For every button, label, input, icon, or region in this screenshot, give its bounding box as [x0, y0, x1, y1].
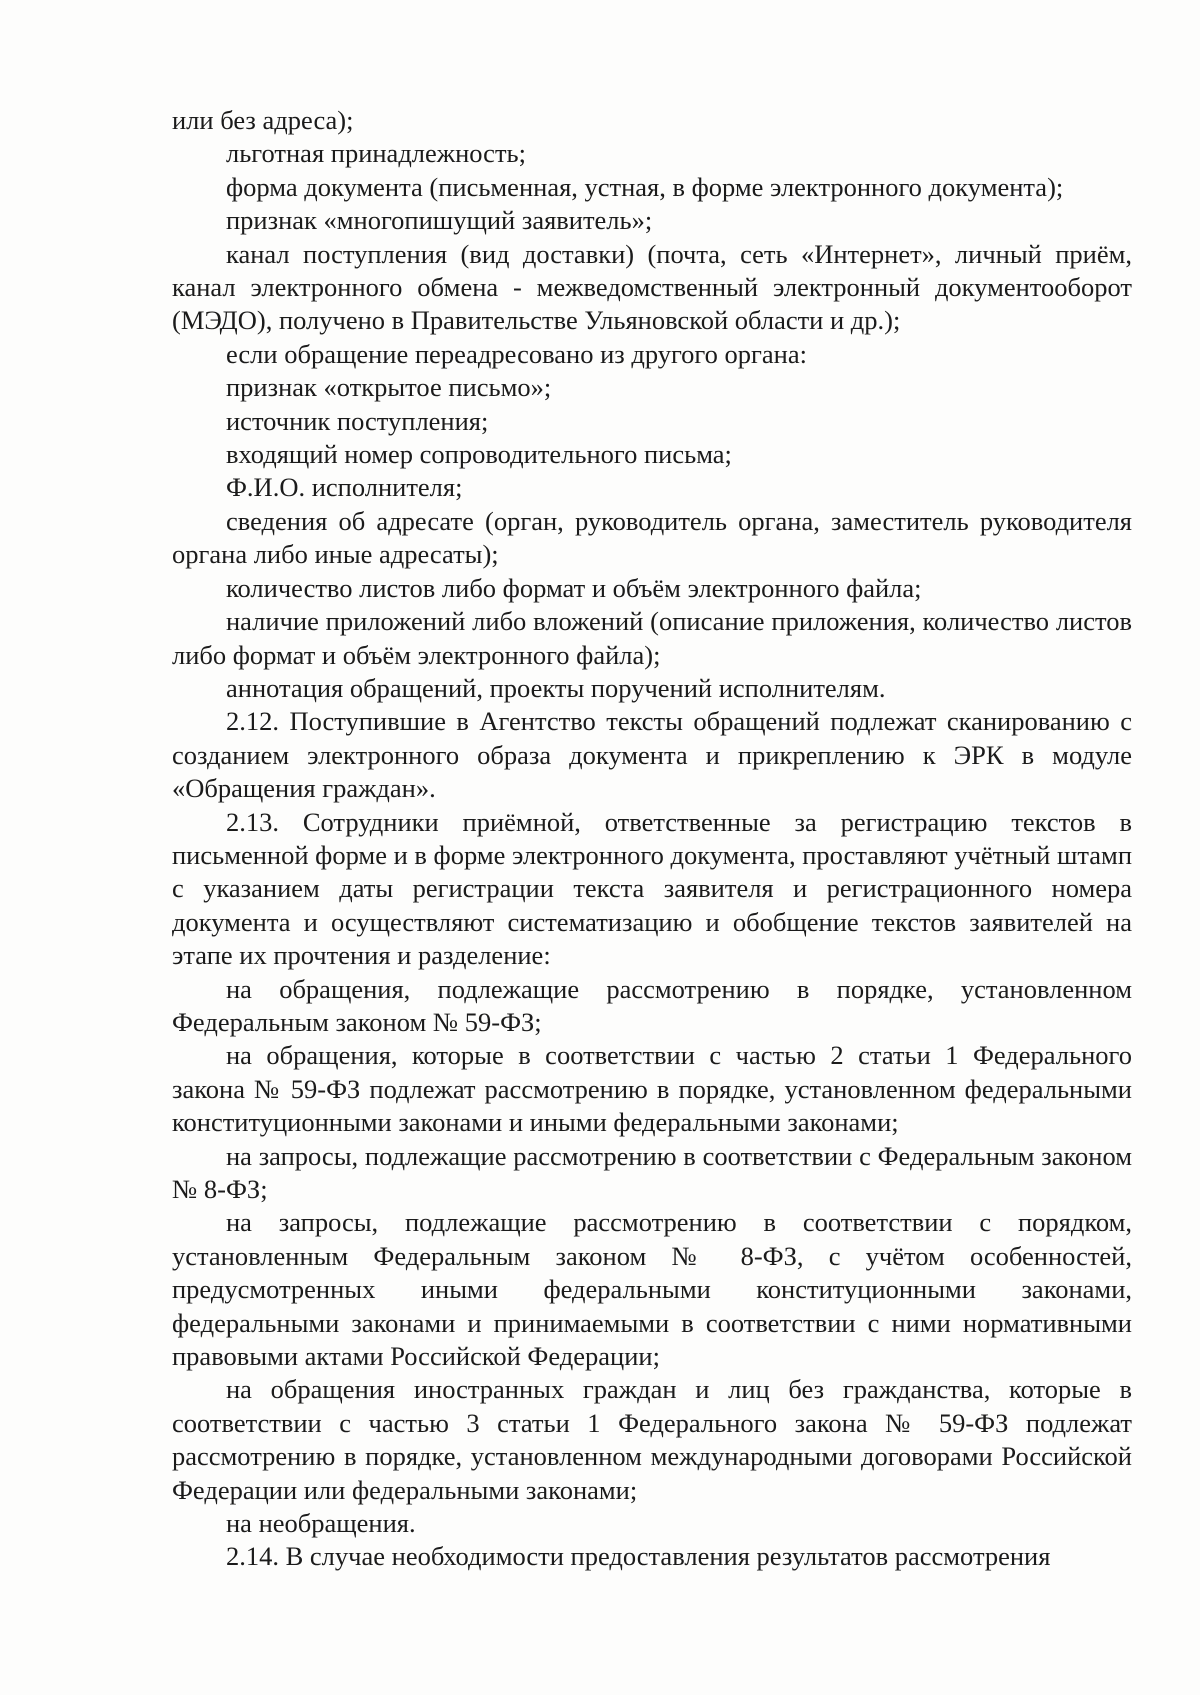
paragraph-non-appeals: на необращения. — [226, 1508, 416, 1539]
paragraph-requests-8fz: на запросы, подлежащие рассмотрению в соответствии с Федеральным законом № 8-ФЗ; — [172, 1140, 1132, 1204]
paragraph-delivery-channel: канал поступления (вид доставки) (почта, сеть «Интернет», личный приём, канал электронного обмена - межведомственный электронный документооборот (МЭДО), получено в Правительстве Ульяновской области и др.); — [172, 238, 1132, 336]
paragraph-executor-name: Ф.И.О. исполнителя; — [226, 472, 463, 503]
paragraph-attachments: наличие приложений либо вложений (описание приложения, количество листов либо формат и объём электронного файла); — [172, 606, 1132, 670]
paragraph-open-letter-flag: признак «открытое письмо»; — [226, 372, 552, 403]
paragraph-benefit-category: льготная принадлежность; — [226, 138, 526, 169]
paragraph-appeals-part-2: на обращения, которые в соответствии с частью 2 статьи 1 Федерального закона № 59-ФЗ подлежат рассмотрению в порядке, установленном федеральными конституционными законами и иными федеральными законами; — [172, 1040, 1132, 1138]
paragraph-addressee: сведения об адресате (орган, руководитель органа, заместитель руководителя органа либо иные адресаты); — [172, 505, 1132, 570]
document-body — [172, 104, 1132, 1574]
paragraph-appeals-59fz: на обращения, подлежащие рассмотрению в порядке, установленном Федеральным законом № 59-ФЗ; — [172, 973, 1132, 1037]
paragraph-document-form: форма документа (письменная, устная, в форме электронного документа); — [226, 171, 1064, 202]
paragraph-section-2-14: 2.14. В случае необходимости предоставления результатов рассмотрения — [226, 1541, 1051, 1572]
paragraph-requests-procedure: на запросы, подлежащие рассмотрению в соответствии с порядком, установленным Федеральным законом № 8-ФЗ, с учётом особенностей, предусмотренных иными федеральными конституционными законами, федеральными законами и принимаемыми в соответствии с ними нормативными правовыми актами Российской Федерации; — [172, 1207, 1132, 1372]
paragraph-foreign-citizens: на обращения иностранных граждан и лиц без гражданства, которые в соответствии с частью 3 статьи 1 Федерального закона № 59-ФЗ подлежат рассмотрению в порядке, установленном международными договорами Российской Федерации или федеральными законами; — [172, 1374, 1132, 1505]
paragraph-redirected: если обращение переадресовано из другого органа: — [226, 338, 807, 369]
paragraph-cover-letter-number: входящий номер сопроводительного письма; — [226, 439, 732, 470]
paragraph-annotation: аннотация обращений, проекты поручений исполнителям. — [226, 672, 886, 703]
paragraph-multi-writer-flag: признак «многопишущий заявитель»; — [226, 205, 653, 236]
paragraph-section-2-12: 2.12. Поступившие в Агентство тексты обращений подлежат сканированию с созданием электронного образа документа и прикреплению к ЭРК в модуле «Обращения граждан». — [172, 706, 1132, 804]
paragraph-section-2-13: 2.13. Сотрудники приёмной, ответственные за регистрацию текстов в письменной форме и в форме электронного документа, проставляют учётный штамп с указанием даты регистрации текста заявителя и регистрационного номера документа и осуществляют систематизацию и обобщение текстов заявителей на этапе их прочтения и разделение: — [172, 806, 1132, 971]
paragraph-continuation: или без адреса); — [172, 105, 354, 135]
paragraph-sheet-count: количество листов либо формат и объём электронного файла; — [226, 572, 922, 603]
paragraph-source: источник поступления; — [226, 405, 489, 436]
